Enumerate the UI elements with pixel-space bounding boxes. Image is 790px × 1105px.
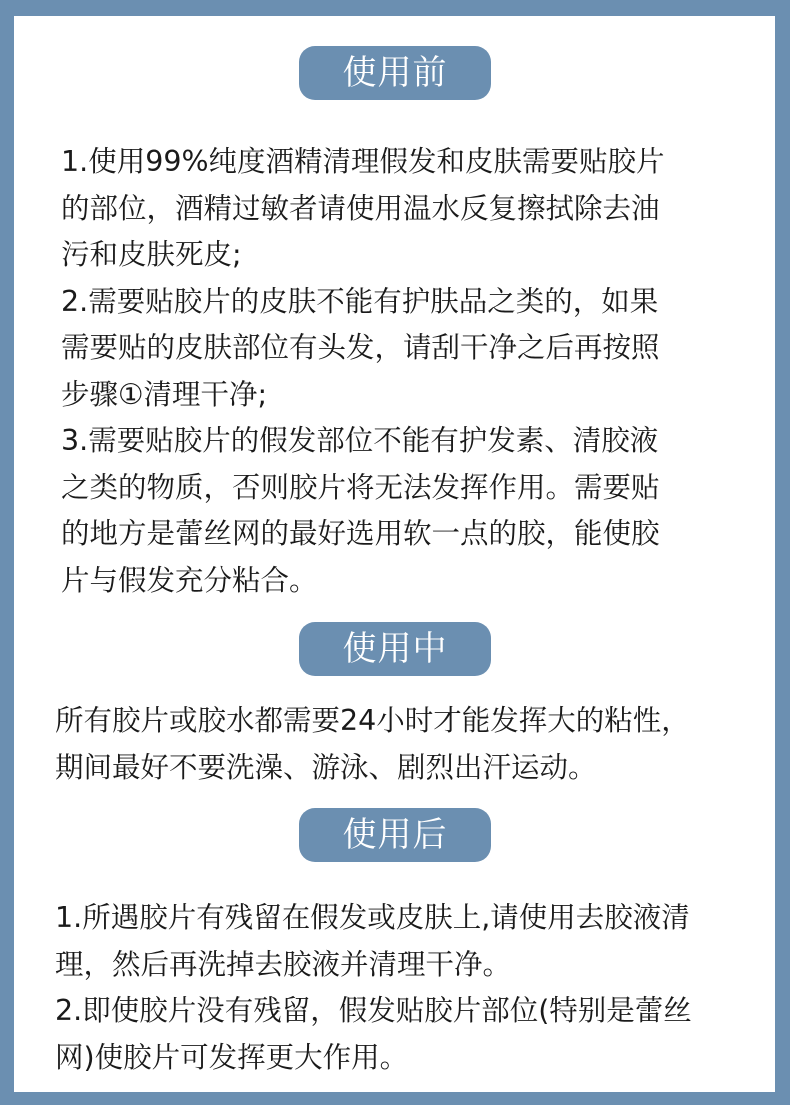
before-line: 1.使用99%纯度酒精清理假发和皮肤需要贴胶片 — [61, 145, 665, 178]
before-line: 的地方是蕾丝网的最好选用软一点的胶，能使胶 — [61, 517, 660, 550]
before-line: 的部位，酒精过敏者请使用温水反复擦拭除去油 — [61, 191, 660, 225]
during-instructions — [55, 698, 690, 791]
during-line: 期间最好不要洗澡、游泳、剧烈出汗运动。 — [55, 750, 597, 784]
during-line: 所有胶片或胶水都需要24小时才能发挥大的粘性， — [55, 704, 690, 737]
after-line: 1.所遇胶片有残留在假发或皮肤上,请使用去胶液清 — [55, 901, 690, 934]
after-instructions — [55, 895, 692, 1081]
before-instructions — [61, 139, 665, 604]
before-line: 需要贴的皮肤部位有头发，请刮干净之后再按照 — [61, 331, 660, 364]
before-line: 片与假发充分粘合。 — [61, 563, 318, 597]
before-line: 步骤①清理干净; — [61, 377, 268, 411]
before-line: 污和皮肤死皮; — [61, 238, 242, 271]
after-line: 2.即使胶片没有残留，假发贴胶片部位(特别是蕾丝 — [55, 994, 692, 1027]
before-line: 之类的物质，否则胶片将无法发挥作用。需要贴 — [61, 470, 660, 504]
section-heading-before: 使用前 — [299, 46, 491, 100]
before-line: 3.需要贴胶片的假发部位不能有护发素、清胶液 — [61, 424, 659, 457]
section-heading-during: 使用中 — [299, 622, 491, 676]
after-line: 理，然后再洗掉去胶液并清理干净。 — [55, 947, 512, 981]
after-line: 网)使胶片可发挥更大作用。 — [55, 1040, 409, 1074]
before-line: 2.需要贴胶片的皮肤不能有护肤品之类的，如果 — [61, 284, 659, 318]
section-heading-after: 使用后 — [299, 808, 491, 862]
